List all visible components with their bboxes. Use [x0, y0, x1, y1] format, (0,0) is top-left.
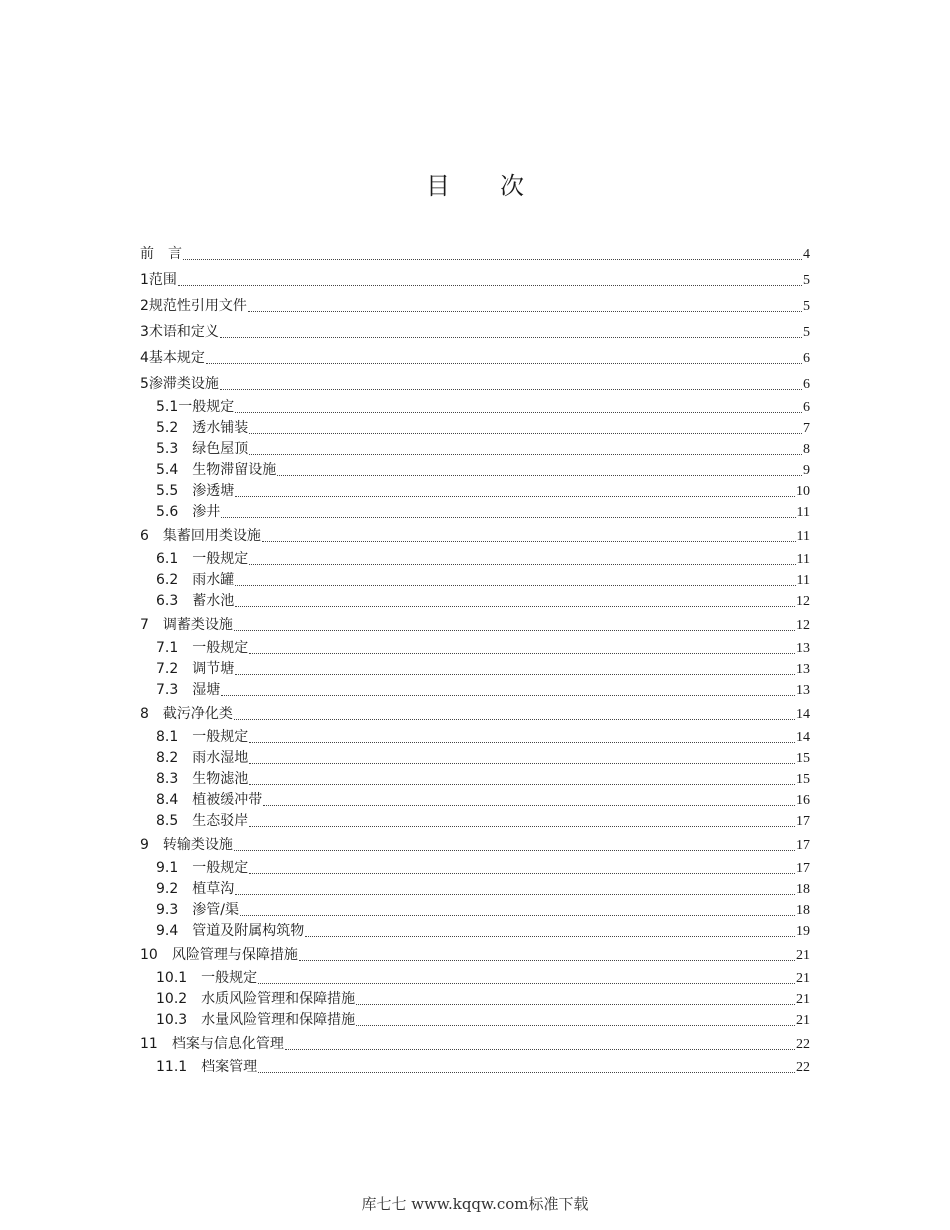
toc-entry-label: 生物滞留设施: [192, 462, 277, 478]
toc-entry-label: 前 言: [140, 246, 182, 262]
toc-entry-page: 21: [796, 971, 810, 986]
toc-dot-leader: [285, 1049, 795, 1050]
toc-dot-leader: [299, 960, 795, 961]
toc-entry-label: 湿塘: [192, 682, 221, 698]
toc-entry-page: 10: [796, 484, 810, 499]
toc-entry[interactable]: [140, 921, 810, 942]
toc-entry-label: 一般规定: [201, 970, 258, 986]
toc-entry-label: 范围: [148, 272, 177, 288]
toc-entry[interactable]: [140, 293, 810, 319]
toc-entry-label: 一般规定: [192, 860, 249, 876]
toc-entry[interactable]: [140, 858, 810, 879]
toc-dot-leader: [356, 1004, 795, 1005]
toc-entry-page: 6: [803, 351, 810, 366]
table-of-contents: [140, 241, 810, 1078]
toc-dot-leader: [235, 894, 795, 895]
toc-entry-page: 16: [796, 793, 810, 808]
toc-dot-leader: [220, 337, 802, 338]
toc-entry-page: 6: [803, 377, 810, 392]
toc-dot-leader: [262, 541, 796, 542]
toc-entry-page: 17: [796, 861, 810, 876]
toc-entry-page: 5: [803, 273, 810, 288]
toc-entry-label: 档案与信息化管理: [171, 1036, 284, 1052]
toc-entry-page: 15: [796, 772, 810, 787]
toc-dot-leader: [249, 653, 795, 654]
toc-entry-page: 17: [796, 814, 810, 829]
toc-dot-leader: [235, 674, 795, 675]
toc-entry[interactable]: [140, 460, 810, 481]
toc-entry[interactable]: [140, 942, 810, 968]
toc-entry[interactable]: [140, 612, 810, 638]
toc-entry-number: 6: [140, 528, 163, 544]
toc-entry-number: 10.3: [156, 1012, 202, 1028]
toc-entry-number: 1: [140, 272, 149, 288]
toc-entry[interactable]: [140, 418, 810, 439]
toc-entry-page: 21: [796, 1013, 810, 1028]
toc-dot-leader: [235, 585, 795, 586]
toc-entry-label: 植被缓冲带: [192, 792, 263, 808]
toc-dot-leader: [221, 517, 795, 518]
toc-entry-page: 11: [796, 505, 810, 520]
toc-entry-number: 8.4: [156, 792, 193, 808]
toc-dot-leader: [249, 433, 802, 434]
toc-entry-number: 9.4: [156, 923, 193, 939]
toc-entry[interactable]: [140, 439, 810, 460]
toc-entry[interactable]: [140, 879, 810, 900]
toc-entry-number: 6.1: [156, 551, 193, 567]
toc-dot-leader: [235, 606, 795, 607]
toc-dot-leader: [248, 311, 802, 312]
toc-entry-page: 14: [796, 730, 810, 745]
page-title-left: 目: [426, 172, 450, 200]
toc-entry[interactable]: [140, 968, 810, 989]
toc-entry[interactable]: [140, 397, 810, 418]
toc-entry[interactable]: [140, 748, 810, 769]
toc-entry-label: 风险管理与保障措施: [171, 947, 298, 963]
toc-entry[interactable]: [140, 241, 810, 267]
toc-entry-number: 9.2: [156, 881, 193, 897]
toc-entry-label: 一般规定: [192, 551, 249, 567]
toc-entry-number: 3: [140, 324, 149, 340]
toc-entry-page: 22: [796, 1037, 810, 1052]
toc-entry-page: 13: [796, 683, 810, 698]
toc-entry[interactable]: [140, 371, 810, 397]
toc-entry-page: 5: [803, 299, 810, 314]
toc-entry[interactable]: [140, 989, 810, 1010]
toc-entry-page: 18: [796, 882, 810, 897]
toc-entry-number: 9.3: [156, 902, 193, 918]
toc-entry-page: 4: [803, 247, 810, 262]
toc-entry-number: 5.6: [156, 504, 193, 520]
toc-entry-label: 雨水湿地: [192, 750, 249, 766]
toc-entry-label: 蓄水池: [192, 593, 235, 609]
toc-dot-leader: [249, 763, 795, 764]
toc-entry-label: 调蓄类设施: [162, 617, 233, 633]
toc-entry[interactable]: [140, 523, 810, 549]
toc-entry-number: 8.3: [156, 771, 193, 787]
page-title: [0, 166, 950, 201]
toc-entry-number: 8: [140, 706, 163, 722]
toc-entry-page: 14: [796, 707, 810, 722]
toc-entry[interactable]: [140, 1010, 810, 1031]
toc-entry-number: 10.2: [156, 991, 202, 1007]
toc-entry[interactable]: [140, 769, 810, 790]
toc-entry-number: 7: [140, 617, 163, 633]
toc-dot-leader: [305, 936, 795, 937]
toc-entry-label: 水质风险管理和保障措施: [201, 991, 356, 1007]
toc-entry[interactable]: [140, 811, 810, 832]
toc-entry-label: 调节塘: [192, 661, 235, 677]
toc-entry[interactable]: [140, 570, 810, 591]
toc-entry[interactable]: [140, 701, 810, 727]
toc-entry-number: 4: [140, 350, 149, 366]
toc-entry[interactable]: [140, 659, 810, 680]
toc-dot-leader: [178, 285, 802, 286]
toc-entry[interactable]: [140, 900, 810, 921]
toc-entry-number: 6.3: [156, 593, 193, 609]
toc-entry-page: 9: [803, 463, 810, 478]
toc-entry-number: 8.2: [156, 750, 193, 766]
toc-entry-number: 8.5: [156, 813, 193, 829]
toc-entry[interactable]: [140, 638, 810, 659]
toc-dot-leader: [234, 719, 795, 720]
toc-dot-leader: [234, 850, 795, 851]
toc-entry-label: 雨水罐: [192, 572, 235, 588]
toc-entry-number: 6.2: [156, 572, 193, 588]
toc-dot-leader: [235, 412, 802, 413]
toc-entry-page: 5: [803, 325, 810, 340]
toc-entry-label: 集蓄回用类设施: [162, 528, 261, 544]
toc-dot-leader: [249, 454, 802, 455]
toc-dot-leader: [240, 915, 795, 916]
toc-entry-page: 11: [796, 552, 810, 567]
toc-entry-label: 转输类设施: [162, 837, 233, 853]
toc-entry-label: 水量风险管理和保障措施: [201, 1012, 356, 1028]
toc-entry-number: 7.3: [156, 682, 193, 698]
toc-entry-page: 13: [796, 662, 810, 677]
toc-entry-page: 12: [796, 618, 810, 633]
toc-dot-leader: [221, 695, 795, 696]
toc-entry-label: 渗透塘: [192, 483, 235, 499]
toc-entry[interactable]: [140, 680, 810, 701]
toc-entry-number: 8.1: [156, 729, 193, 745]
toc-dot-leader: [249, 564, 795, 565]
toc-entry-label: 透水铺装: [192, 420, 249, 436]
toc-entry-label: 一般规定: [178, 399, 235, 415]
toc-entry-label: 生态驳岸: [192, 813, 249, 829]
toc-entry-number: 9: [140, 837, 163, 853]
toc-entry-label: 规范性引用文件: [148, 298, 247, 314]
toc-entry-label: 渗管/渠: [192, 902, 239, 918]
toc-entry-label: 植草沟: [192, 881, 235, 897]
toc-entry-page: 6: [803, 400, 810, 415]
toc-entry-page: 7: [803, 421, 810, 436]
toc-entry-number: 7.1: [156, 640, 193, 656]
toc-dot-leader: [258, 1072, 795, 1073]
toc-dot-leader: [277, 475, 802, 476]
page-title-right: 次: [500, 172, 524, 200]
toc-entry-page: 11: [796, 573, 810, 588]
toc-entry-label: 渗井: [192, 504, 221, 520]
toc-entry[interactable]: [140, 591, 810, 612]
toc-entry-page: 12: [796, 594, 810, 609]
toc-dot-leader: [263, 805, 795, 806]
toc-entry-label: 术语和定义: [148, 324, 219, 340]
toc-entry-number: 5.4: [156, 462, 193, 478]
toc-entry-label: 生物滤池: [192, 771, 249, 787]
toc-entry[interactable]: [140, 1057, 810, 1078]
toc-entry[interactable]: [140, 502, 810, 523]
toc-entry-page: 21: [796, 948, 810, 963]
toc-dot-leader: [249, 873, 795, 874]
toc-entry-page: 8: [803, 442, 810, 457]
toc-entry-label: 基本规定: [148, 350, 205, 366]
toc-entry-label: 渗滞类设施: [148, 376, 219, 392]
toc-dot-leader: [249, 826, 795, 827]
toc-dot-leader: [206, 363, 802, 364]
toc-entry[interactable]: [140, 345, 810, 371]
toc-dot-leader: [183, 259, 802, 260]
toc-entry[interactable]: [140, 832, 810, 858]
toc-entry-number: 5: [140, 376, 149, 392]
toc-entry[interactable]: [140, 727, 810, 748]
toc-entry-label: 档案管理: [201, 1059, 258, 1075]
toc-entry-number: 10: [140, 947, 172, 963]
toc-entry-label: 一般规定: [192, 729, 249, 745]
toc-entry-page: 11: [796, 529, 810, 544]
footer-watermark: 库七七 www.kqqw.com标准下载: [361, 1195, 589, 1213]
toc-entry-label: 截污净化类: [162, 706, 233, 722]
toc-entry-number: 5.5: [156, 483, 193, 499]
toc-entry[interactable]: [140, 267, 810, 293]
toc-entry-number: 9.1: [156, 860, 193, 876]
toc-dot-leader: [249, 742, 795, 743]
toc-entry-label: 管道及附属构筑物: [192, 923, 305, 939]
toc-entry-number: 10.1: [156, 970, 202, 986]
toc-entry-number: 2: [140, 298, 149, 314]
toc-entry-number: 5.1: [156, 399, 179, 415]
toc-entry-page: 17: [796, 838, 810, 853]
toc-entry-number: 7.2: [156, 661, 193, 677]
toc-dot-leader: [356, 1025, 795, 1026]
toc-entry-page: 18: [796, 903, 810, 918]
toc-entry[interactable]: [140, 319, 810, 345]
toc-entry-page: 13: [796, 641, 810, 656]
toc-entry[interactable]: [140, 549, 810, 570]
toc-entry-number: 11: [140, 1036, 172, 1052]
toc-dot-leader: [258, 983, 795, 984]
toc-entry-page: 21: [796, 992, 810, 1007]
toc-dot-leader: [235, 496, 795, 497]
toc-entry[interactable]: [140, 481, 810, 502]
toc-dot-leader: [249, 784, 795, 785]
toc-entry-label: 绿色屋顶: [192, 441, 249, 457]
toc-entry[interactable]: [140, 790, 810, 811]
toc-entry-page: 22: [796, 1060, 810, 1075]
toc-entry-number: 11.1: [156, 1059, 202, 1075]
toc-entry-number: 5.3: [156, 441, 193, 457]
toc-entry[interactable]: [140, 1031, 810, 1057]
toc-entry-number: 5.2: [156, 420, 193, 436]
toc-entry-page: 19: [796, 924, 810, 939]
toc-dot-leader: [234, 630, 795, 631]
toc-entry-page: 15: [796, 751, 810, 766]
toc-dot-leader: [220, 389, 802, 390]
toc-entry-label: 一般规定: [192, 640, 249, 656]
